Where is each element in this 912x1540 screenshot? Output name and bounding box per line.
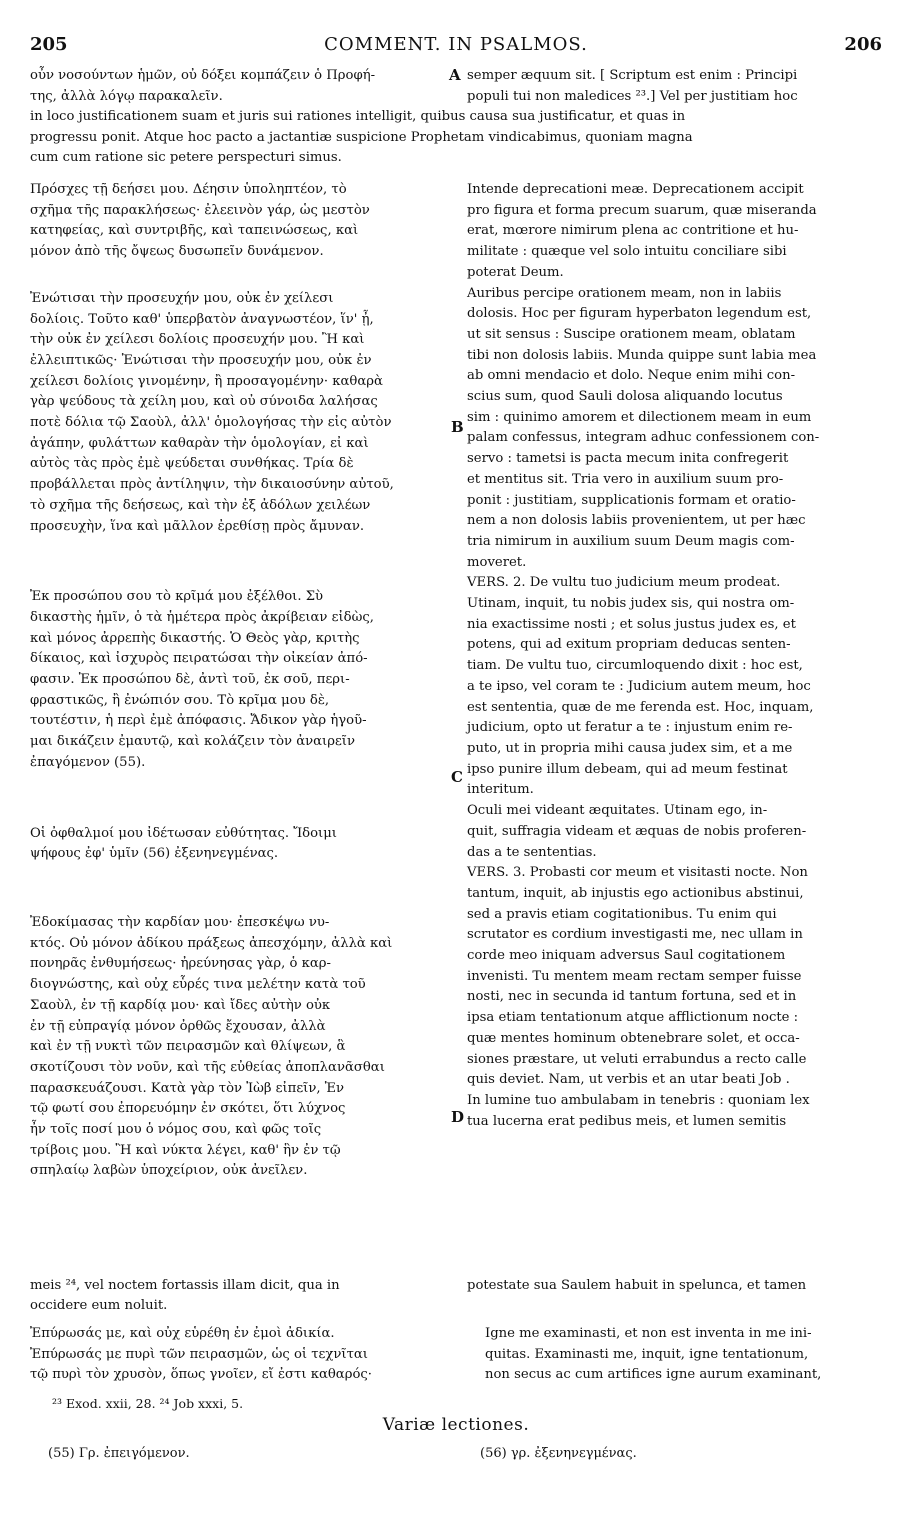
text-line: das a te sententias. bbox=[467, 844, 597, 860]
page-number-left: 205 bbox=[30, 34, 68, 55]
text-line: της, ἀλλὰ λόγῳ παρακαλεῖν. bbox=[30, 88, 223, 104]
block2-full bbox=[30, 1296, 882, 1317]
text-line: quit, suffragia videam et æquas de nobis proferen- bbox=[467, 823, 807, 839]
text-line: τῷ φωτί σου ἐπορευόμην ἐν σκότει, ὅτι λύχνος bbox=[30, 1101, 346, 1117]
text-line: τὴν οὐκ ἐν χείλεσι δολίοις προσευχήν μου. Ἢ καὶ bbox=[30, 332, 365, 348]
text-line: τῷ πυρὶ τὸν χρυσὸν, ὅπως γνοῖεν, εἴ ἐστι καθαρός· bbox=[30, 1367, 372, 1383]
text-line: servo : tametsi is pacta mecum inita confregerit bbox=[467, 451, 789, 467]
bottom-right-paragraph bbox=[485, 1324, 881, 1386]
text-line: σπηλαίῳ λαβὼν ὑποχείριον, οὐκ ἀνεῖλεν. bbox=[30, 1163, 308, 1179]
greek-paragraph-2 bbox=[30, 289, 448, 537]
text-line: non secus ac cum artifices igne aurum examinant, bbox=[485, 1367, 822, 1383]
text-line: quitas. Examinasti me, inquit, igne tentationum, bbox=[485, 1346, 809, 1362]
text-line: καὶ μόνος ἀρρεπὴς δικαστής. Ὁ Θεὸς γὰρ, κριτὴς bbox=[30, 630, 360, 646]
text-line: judicium, opto ut feratur a te : injustum enim re- bbox=[467, 720, 793, 736]
margin-letter-d: D bbox=[451, 1108, 465, 1126]
text-line: progressu ponit. Atque hoc pacto a jactantiæ suspicione Prophetam vindicabimus, quoniam magna bbox=[30, 129, 693, 145]
text-line: κατηφείας, καὶ συντριβῆς, καὶ ταπεινώσεως, καὶ bbox=[30, 223, 359, 239]
text-line: a te ipso, vel coram te : Judicium autem meum, hoc bbox=[467, 678, 811, 694]
text-line: Πρόσχες τῇ δεήσει μου. Δέησιν ὑποληπτέον, τὸ bbox=[30, 182, 347, 197]
text-line: Σαοὺλ, ἐν τῇ καρδίᾳ μου· καὶ ἴδες αὐτὴν οὐκ bbox=[30, 997, 331, 1013]
text-line: φραστικῶς, ἢ ἐνώπιόν σου. Τὸ κρῖμα μου δὲ, bbox=[30, 692, 330, 708]
text-line: Ἐδοκίμασας τὴν καρδίαν μου· ἐπεσκέψω νυ- bbox=[30, 914, 330, 930]
text-line: meis ²⁴, vel noctem fortassis illam dicit, qua in bbox=[30, 1278, 340, 1293]
margin-letter-b: B bbox=[451, 418, 464, 436]
text-line: tantum, inquit, ab injustis ego actionibus abstinui, bbox=[467, 885, 804, 901]
text-line: nem a non dolosis labiis provenientem, ut per hæc bbox=[467, 513, 806, 529]
page-number-right: 206 bbox=[844, 34, 882, 55]
latin-paragraph-5 bbox=[467, 863, 881, 1132]
text-line: Ἐπύρωσάς με, καὶ οὐχ εὑρέθη ἐν ἐμοὶ ἀδικία. bbox=[30, 1326, 335, 1341]
text-line: προσευχὴν, ἵνα καὶ μᾶλλον ἐρεθίσῃ πρὸς ἄμυναν. bbox=[30, 518, 365, 534]
text-line: poterat Deum. bbox=[467, 264, 564, 280]
text-line: populi tui non maledices ²³.] Vel per justitiam hoc bbox=[467, 88, 798, 104]
text-line: In lumine tuo ambulabam in tenebris : quoniam lex bbox=[467, 1092, 810, 1108]
text-line: cum cum ratione sic petere perspecturi simus. bbox=[30, 150, 342, 166]
text-line: scius sum, quod Sauli dolosa aliquando locutus bbox=[467, 389, 783, 405]
text-line: occidere eum noluit. bbox=[30, 1298, 168, 1313]
text-line: Οἱ ὀφθαλμοί μου ἰδέτωσαν εὐθύτητας. Ἴδοιμι bbox=[30, 825, 337, 841]
margin-letter-c: C bbox=[451, 768, 463, 786]
text-line: γὰρ ψεύδους τὰ χείλη μου, καὶ οὐ σύνοιδα λαλήσας bbox=[30, 394, 378, 410]
text-line: προβάλλεται πρὸς ἀντίληψιν, τὴν δικαιοσύνην αὐτοῦ, bbox=[30, 477, 394, 493]
text-line: interitum. bbox=[467, 782, 534, 798]
text-line: palam confessus, integram adhuc confessionem con- bbox=[467, 430, 820, 446]
right-column bbox=[467, 180, 881, 1132]
text-line: μαι δικάζειν ἐμαυτῷ, καὶ κολάζειν τὸν ἀναιρεῖν bbox=[30, 734, 355, 750]
text-line: ἐπαγόμενον (55). bbox=[30, 754, 146, 770]
text-line: ipsa etiam tentationum atque afflictionum nocte : bbox=[467, 1010, 799, 1026]
text-line: potestate sua Saulem habuit in spelunca, et tamen bbox=[467, 1278, 807, 1293]
text-line: οὖν νοσούντων ἡμῶν, οὐ δόξει κομπάζειν ὁ Προφή- bbox=[30, 68, 376, 83]
text-line: δίκαιος, καὶ ἰσχυρὸς πειρατώσαι τὴν οἰκείαν ἀπό- bbox=[30, 651, 368, 667]
latin-paragraph-1 bbox=[467, 180, 881, 284]
text-line: siones præstare, ut veluti errabundus a recto calle bbox=[467, 1051, 807, 1067]
text-line: πονηρᾶς ἐνθυμήσεως· ἠρεύνησας γὰρ, ὁ καρ- bbox=[30, 956, 331, 972]
text-line: μόνον ἀπὸ τῆς ὄψεως δυσωπεῖν δυνάμενον. bbox=[30, 244, 324, 260]
text-line: ἦν τοῖς ποσί μου ὁ νόμος σου, καὶ φῶς τοῖς bbox=[30, 1122, 322, 1138]
text-line: ut sit sensus : Suscipe orationem meam, oblatam bbox=[467, 326, 796, 342]
text-line: sim : quinimo amorem et dilectionem meam in eum bbox=[467, 409, 812, 425]
block1-right bbox=[467, 66, 881, 107]
text-line: ψήφους ἐφ' ὑμῖν (56) ἐξενηνεγμένας. bbox=[30, 846, 279, 862]
text-line: ἐλλειπτικῶς· Ἐνώτισαι τὴν προσευχήν μου, οὐκ ἐν bbox=[30, 352, 372, 368]
text-line: ἀγάπην, φυλάττων καθαρὰν τὴν ὁμολογίαν, εἰ καὶ bbox=[30, 435, 369, 451]
text-line: VERS. 3. Probasti cor meum et visitasti nocte. Non bbox=[467, 865, 808, 881]
text-line: in loco justificationem suam et juris sui rationes intelligit, quibus causa sua justificatur, et quas in bbox=[30, 109, 686, 124]
text-line: potens, qui ad exitum propriam deducas senten- bbox=[467, 637, 791, 653]
text-line: διογνώστης, καὶ οὐχ εὗρές τινα μελέτην κατὰ τοῦ bbox=[30, 977, 366, 993]
text-line: δικαστὴς ἡμῖν, ὁ τὰ ἡμέτερα πρὸς ἀκρίβειαν εἰδὼς, bbox=[30, 609, 374, 625]
margin-letter-a: A bbox=[449, 66, 461, 84]
block2-left bbox=[30, 1276, 448, 1297]
text-line: Intende deprecationi meæ. Deprecationem accipit bbox=[467, 182, 804, 197]
text-line: σκοτίζουσι τὸν νοῦν, καὶ τῆς εὐθείας ἀποπλανᾶσθαι bbox=[30, 1059, 385, 1075]
text-line: χείλεσι δολίοις γινομένην, ἢ προσαγομένην· καθαρὰ bbox=[30, 373, 383, 389]
text-line: αὐτὸς τὰς πρὸς ἐμὲ ψεύδεται συνθήκας. Τρία δὲ bbox=[30, 456, 354, 472]
text-line: tua lucerna erat pedibus meis, et lumen semitis bbox=[467, 1113, 787, 1129]
text-line: sed a pravis etiam cogitationibus. Tu enim qui bbox=[467, 906, 777, 922]
text-line: Oculi mei videant æquitates. Utinam ego, in- bbox=[467, 803, 768, 819]
text-line: σχῆμα τῆς παρακλήσεως· ἐλεεινὸν γάρ, ὡς μεστὸν bbox=[30, 202, 370, 218]
text-line: Ἐπύρωσάς με πυρὶ τῶν πειρασμῶν, ὡς οἱ τεχνῖται bbox=[30, 1346, 368, 1362]
running-title: COMMENT. IN PSALMOS. bbox=[324, 34, 588, 55]
text-line: invenisti. Tu mentem meam rectam semper fuisse bbox=[467, 968, 802, 984]
text-line: τὸ σχῆμα τῆς δεήσεως, καὶ τὴν ἐξ ἀδόλων χειλέων bbox=[30, 497, 371, 513]
text-line: quis deviet. Nam, ut verbis et an utar beati Job . bbox=[467, 1072, 790, 1088]
text-line: ab omni mendacio et dolo. Neque enim mihi con- bbox=[467, 368, 796, 384]
text-line: est sententia, quæ de me ferenda est. Hoc, inquam, bbox=[467, 699, 814, 715]
latin-paragraph-2 bbox=[467, 284, 881, 574]
text-line: καὶ ἐν τῇ νυκτὶ τῶν πειρασμῶν καὶ θλίψεων, ἃ bbox=[30, 1039, 346, 1055]
text-line: tibi non dolosis labiis. Munda quippe sunt labia mea bbox=[467, 347, 817, 363]
text-line: pro figura et forma precum suarum, quæ miseranda bbox=[467, 202, 817, 218]
text-line: scrutator es cordium investigasti me, nec ullam in bbox=[467, 927, 803, 943]
text-line: nosti, nec in secunda id tantum fortuna, sed et in bbox=[467, 989, 797, 1005]
text-line: ἐν τῇ εὐπραγίᾳ μόνον ὀρθῶς ἔχουσαν, ἀλλὰ bbox=[30, 1018, 326, 1034]
greek-paragraph-3 bbox=[30, 587, 448, 773]
running-header bbox=[30, 34, 882, 60]
text-line: nia exactissime nosti ; et solus justus judex es, et bbox=[467, 616, 796, 632]
text-line: dolosis. Hoc per figuram hyperbaton legendum est, bbox=[467, 306, 812, 322]
text-line: Ἐκ προσώπου σου τὸ κρῖμά μου ἐξέλθοι. Σὺ bbox=[30, 589, 324, 605]
text-line: Igne me examinasti, et non est inventa in me ini- bbox=[485, 1326, 812, 1341]
text-line: et mentitus sit. Tria vero in auxilium suum pro- bbox=[467, 471, 784, 487]
text-line: κτός. Οὐ μόνον ἀδίκου πράξεως ἀπεσχόμην, ἀλλὰ καὶ bbox=[30, 935, 393, 951]
text-line: τρίβοις μου. Ἢ καὶ νύκτα λέγει, καθ' ἣν ἐν τῷ bbox=[30, 1142, 341, 1158]
text-line: VERS. 2. De vultu tuo judicium meum prodeat. bbox=[467, 575, 781, 591]
text-line: puto, ut in propria mihi causa judex sim, et a me bbox=[467, 740, 793, 756]
text-line: ποτὲ δόλια τῷ Σαοὺλ, ἀλλ' ὁμολογήσας τὴν εἰς αὐτὸν bbox=[30, 415, 392, 431]
text-line: Auribus percipe orationem meam, non in labiis bbox=[467, 285, 782, 301]
greek-paragraph-5 bbox=[30, 913, 448, 1182]
text-line: corde meo iniquam adversus Saul cogitationem bbox=[467, 948, 786, 964]
text-line: Ἐνώτισαι τὴν προσευχήν μου, οὐκ ἐν χείλεσι bbox=[30, 290, 334, 306]
text-line: tria nimirum in auxilium suum Deum magis com- bbox=[467, 533, 795, 549]
text-line: Utinam, inquit, tu nobis judex sis, qui nostra om- bbox=[467, 596, 795, 612]
text-line: ipso punire illum debeam, qui ad meum festinat bbox=[467, 761, 788, 777]
latin-paragraph-3 bbox=[467, 573, 881, 801]
text-line: semper æquum sit. [ Scriptum est enim : Principi bbox=[467, 68, 798, 83]
variant-reading-56: (56) γρ. ἐξενηνεγμένας. bbox=[480, 1446, 637, 1461]
text-line: militate : quæque vel solo intuitu conciliare sibi bbox=[467, 244, 787, 260]
text-line: moveret. bbox=[467, 554, 527, 570]
text-line: τουτέστιν, ἡ περὶ ἐμὲ ἀπόφασις. Ἄδικον γὰρ ἡγοῦ- bbox=[30, 713, 367, 729]
left-column bbox=[30, 180, 448, 1182]
greek-paragraph-1 bbox=[30, 180, 448, 263]
text-line: tiam. De vultu tuo, circumloquendo dixit : hoc est, bbox=[467, 658, 803, 674]
block1-full bbox=[30, 107, 882, 169]
block2-right bbox=[467, 1276, 881, 1297]
text-line: δολίοις. Τοῦτο καθ' ὑπερβατὸν ἀναγνωστέον, ἵν' ᾖ, bbox=[30, 311, 374, 327]
text-line: παρασκευάζουσι. Κατὰ γὰρ τὸν Ἰὼβ εἰπεῖν, Ἐν bbox=[30, 1080, 344, 1096]
text-line: φασιν. Ἐκ προσώπου δὲ, ἀντὶ τοῦ, ἐκ σοῦ, περι- bbox=[30, 672, 350, 688]
variant-reading-55: (55) Γρ. ἐπειγόμενον. bbox=[48, 1446, 190, 1461]
text-line: ponit : justitiam, supplicationis formam et oratio- bbox=[467, 492, 796, 508]
text-line: erat, mœrore nimirum plena ac contritione et hu- bbox=[467, 223, 799, 239]
latin-paragraph-4 bbox=[467, 801, 881, 863]
footnotes: ²³ Exod. xxii, 28. ²⁴ Job xxxi, 5. bbox=[52, 1396, 244, 1411]
bottom-left-paragraph bbox=[30, 1324, 448, 1386]
text-line: quæ mentes hominum obtenebrare solet, et occa- bbox=[467, 1030, 800, 1046]
variae-lectiones-title: Variæ lectiones. bbox=[382, 1415, 530, 1435]
block1-left bbox=[30, 66, 448, 107]
greek-paragraph-4 bbox=[30, 824, 448, 865]
